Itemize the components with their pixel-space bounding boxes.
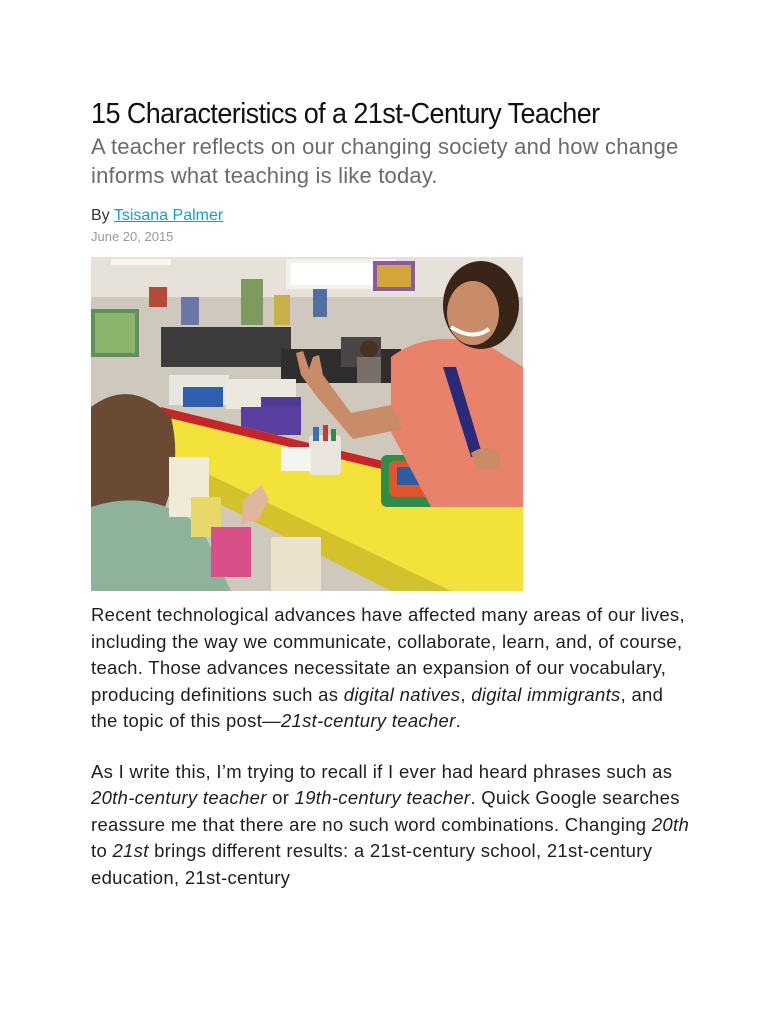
classroom-photo — [91, 257, 523, 591]
byline-prefix: By — [91, 207, 110, 224]
author-link[interactable]: Tsisana Palmer — [113, 207, 224, 224]
p1-emphasis-digital-immigrants: digital immigrants — [471, 683, 621, 705]
p2-emphasis-20th: 20th — [651, 813, 690, 835]
p2-text-4: to — [91, 840, 113, 861]
p2-text-3: . Quick Google searches reassure me that there are no such word combinations. Changing — [91, 787, 680, 835]
article-header — [91, 96, 691, 246]
article-body — [91, 602, 691, 915]
p2-emphasis-20th-century-teacher: 20th-century teacher — [91, 787, 267, 808]
byline — [91, 206, 691, 226]
article-subtitle: A teacher reflects on our changing society and how change informs what teaching is like today. — [91, 134, 679, 188]
article-title: 15 Characteristics of a 21st-Century Teacher — [91, 98, 600, 130]
p2-text-2: or — [266, 787, 295, 808]
p1-text-1: Recent technological advances have affected many areas of our lives, including the way we communicate, collaborate, learn, and, of course, teach. Those advances necessitate an expansion of our vocabulary, producing definitions such as — [91, 604, 685, 705]
p1-text-4: . — [455, 710, 462, 731]
p1-emphasis-21st-century-teacher: 21st-century teacher — [280, 710, 456, 731]
body-paragraph-1 — [91, 602, 691, 735]
body-paragraph-2 — [91, 759, 691, 892]
publish-date: June 20, 2015 — [91, 229, 174, 244]
p2-text-5: brings different results: a 21st-century school, 21st-century education, 21st-century — [91, 840, 653, 888]
p2-emphasis-21st: 21st — [112, 840, 149, 861]
p2-emphasis-19th-century-teacher: 19th-century teacher — [294, 787, 471, 808]
p1-text-3: , and the topic of this post— — [91, 683, 664, 731]
p1-text-2: , — [460, 683, 472, 705]
p2-text-1: As I write this, I’m trying to recall if I ever had heard phrases such as — [91, 760, 673, 782]
p1-emphasis-digital-natives: digital natives — [343, 683, 461, 705]
classroom-photo-illustration — [91, 257, 523, 591]
